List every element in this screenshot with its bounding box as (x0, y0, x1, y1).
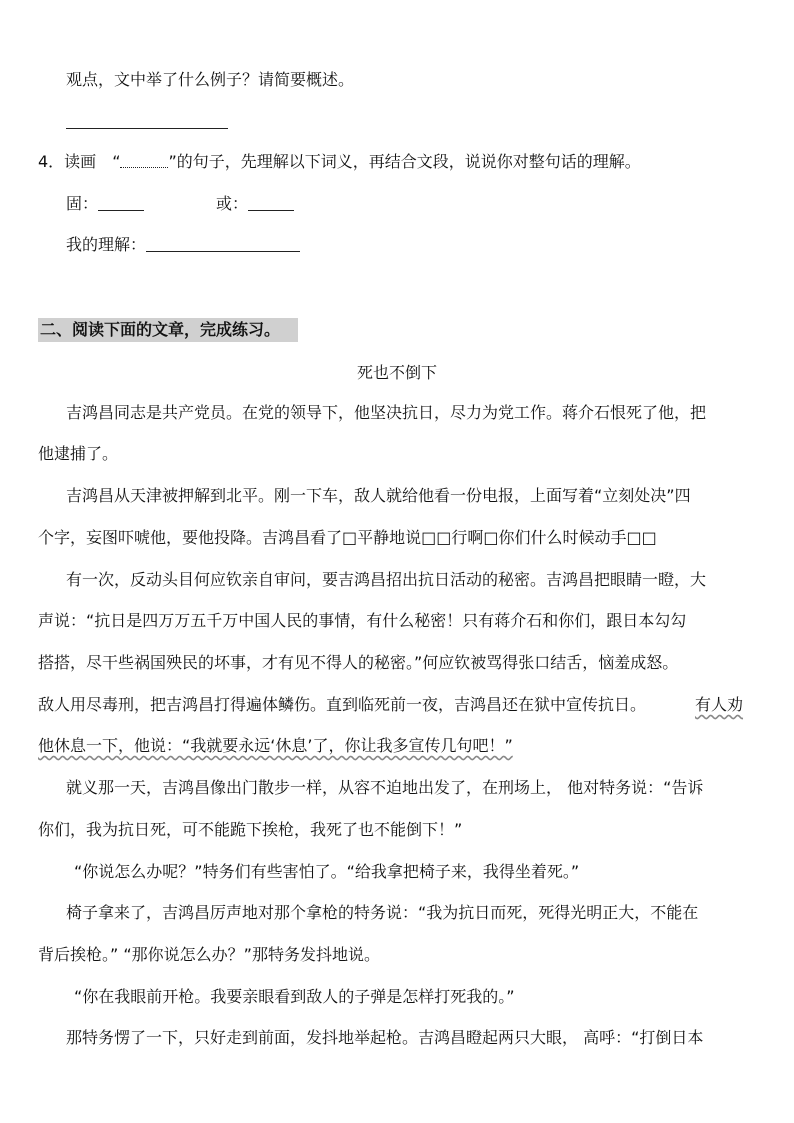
q4-marked-sentence (120, 153, 168, 168)
gu-blank[interactable] (98, 194, 144, 211)
article-line: 那特务愣了一下，只好走到前面，发抖地举起枪。吉鸿昌瞪起两只大眼， 高呼：“打倒日本 (66, 1028, 704, 1047)
q4-understanding-row (66, 235, 300, 255)
q4-prompt (38, 152, 641, 172)
q3-text: 观点，文中举了什么例子？请简要概述。 (66, 70, 355, 89)
article-line: 有一次，反动头目何应钦亲自审问，要吉鸿昌招出抗日活动的秘密。吉鸿昌把眼睛一瞪，大 (66, 570, 707, 589)
article-line: 搭搭，尽干些祸国殃民的坏事，才有见不得人的秘密。”何应钦被骂得张口结舌，恼羞成怒。 (38, 653, 679, 672)
article-line: 个字，妄图吓唬他，要他投降。吉鸿昌看了□平静地说□□行啊□你们什么时候动手□□ (38, 528, 657, 547)
article-line-underlined: 有人劝 (695, 695, 744, 714)
article-line: 背后挨枪。” “那你说怎么办？”那特务发抖地说。 (38, 945, 380, 964)
article-line: 吉鸿昌从天津被押解到北平。刚一下车，敌人就给他看一份电报，上面写着“立刻处决”四 (66, 486, 691, 505)
article-line: “你说怎么办呢？”特务们有些害怕了。“给我拿把椅子来，我得坐着死。” (74, 862, 580, 881)
article-line: 就义那一天，吉鸿昌像出门散步一样，从容不迫地出发了，在刑场上， 他对特务说：“告诉 (66, 778, 704, 797)
q4-open-quote: “ (112, 152, 121, 171)
article-line: 椅子拿来了，吉鸿昌厉声地对那个拿枪的特务说：“我为抗日而死，死得光明正大，不能在 (66, 903, 699, 922)
q4-number: 4．读画 (38, 152, 97, 171)
understanding-blank[interactable] (146, 235, 300, 252)
q3-answer-blank[interactable] (66, 112, 228, 132)
huo-label: 或： (216, 194, 249, 213)
article-title: 死也不倒下 (356, 363, 437, 382)
article-line: 敌人用尽毒刑，把吉鸿昌打得遍体鳞伤。直到临死前一夜，吉鸿昌还在狱中宣传抗日。 (38, 695, 647, 714)
huo-blank[interactable] (248, 194, 294, 211)
q4-gu-row (66, 194, 144, 214)
article-line: 吉鸿昌同志是共产党员。在党的领导下，他坚决抗日，尽力为党工作。蒋介石恨死了他，把 (66, 403, 707, 422)
article-line: 他逮捕了。 (38, 444, 119, 463)
understanding-label: 我的理解： (66, 235, 147, 254)
article-line: “你在我眼前开枪。我要亲眼看到敌人的子弹是怎样打死我的。” (74, 987, 515, 1006)
article-line-underlined: 他休息一下，他说：“我就要永远‘休息’了，你让我多宣传几句吧！” (38, 736, 513, 755)
gu-label: 固： (66, 194, 99, 213)
section-heading: 二、阅读下面的文章，完成练习。 (38, 318, 298, 342)
q4-instructions: ”的句子，先理解以下词义，再结合文段，说说你对整句话的理解。 (168, 152, 641, 171)
article-line: 你们，我为抗日死，可不能跪下挨枪，我死了也不能倒下！” (38, 820, 463, 839)
q4-huo-row (216, 194, 294, 214)
article-line: 声说：“抗日是四万万五千万中国人民的事情，有什么秘密！只有蒋介石和你们，跟日本勾勾 (38, 611, 687, 630)
